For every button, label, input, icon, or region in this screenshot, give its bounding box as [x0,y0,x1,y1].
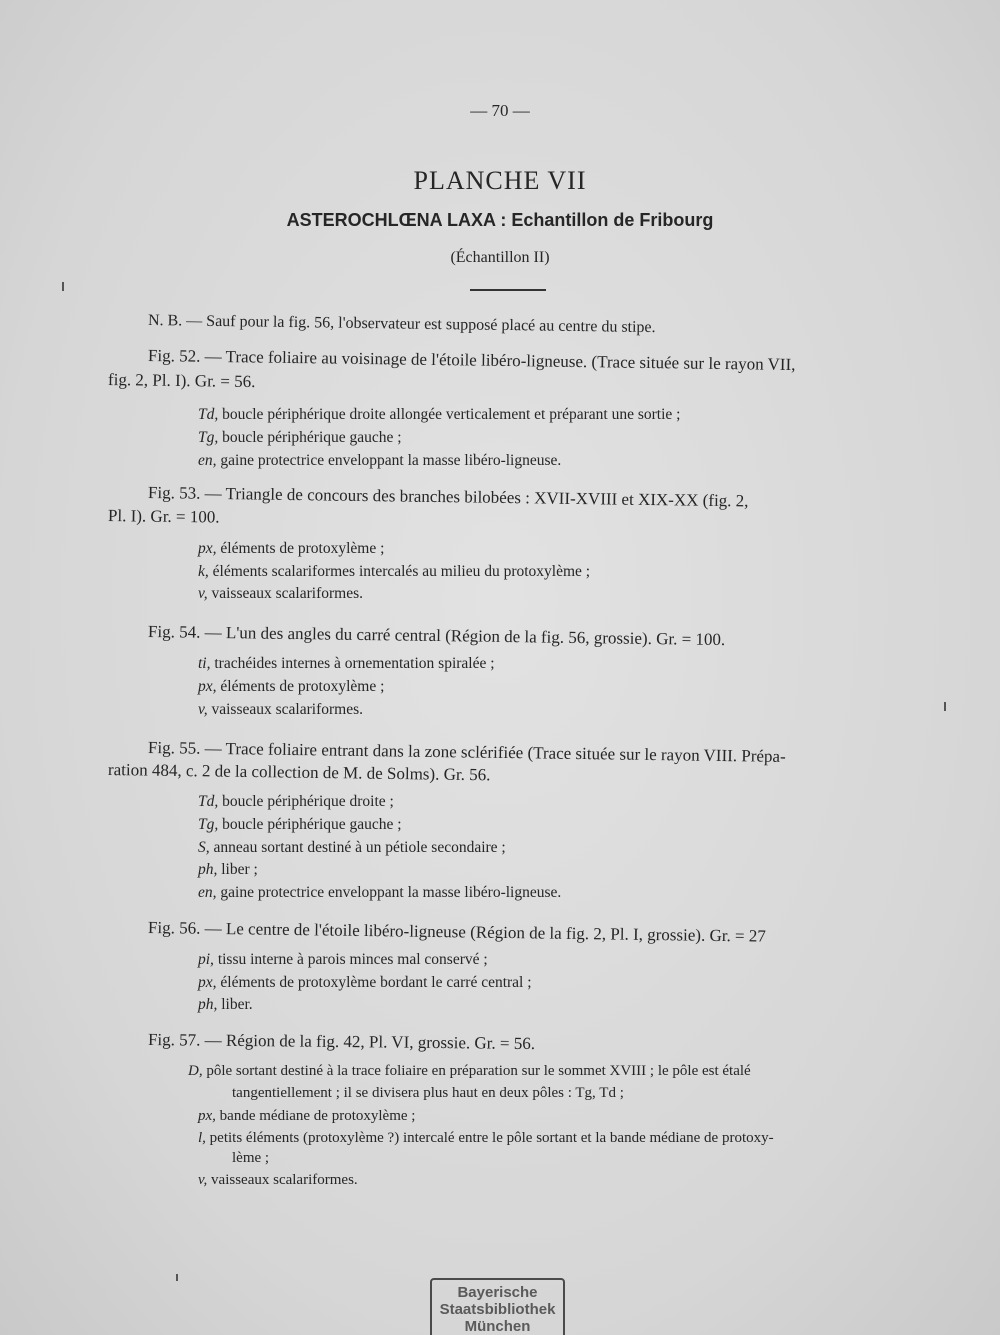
fig55-caption-line1: Fig. 55. — Trace foliaire entrant dans la zone sclérifiée (Trace située sur le rayon VIII. Prépa- [147,738,786,766]
fig57-legend-continuation: lème ; [232,1150,270,1166]
fig53-legend-item: px, éléments de protoxylème ; [198,540,385,557]
nota-bene: N. B. — Sauf pour la fig. 56, l'observateur est supposé placé au centre du stipe. [147,312,656,337]
fig52-legend-item: Td, boucle périphérique droite allongée verticalement et préparant une sortie ; [198,406,681,423]
fig55-legend-item: ph, liber ; [198,861,258,878]
fig52-legend-item: en, gaine protectrice enveloppant la masse libéro-ligneuse. [198,452,562,469]
page-number: — 70 — [470,101,530,120]
stamp-line: Bayerische [457,1284,538,1301]
fig52-caption-line1: Fig. 52. — Trace foliaire au voisinage de l'étoile libéro-ligneuse. (Trace située sur le rayon VII, [147,346,796,375]
fig52-legend-item: Tg, boucle périphérique gauche ; [198,429,402,446]
fig53-legend-item: k, éléments scalariformes intercalés au milieu du protoxylème ; [198,563,591,580]
fig53-caption-line1: Fig. 53. — Triangle de concours des branches bilobées : XVII-XVIII et XIX-XX (fig. 2, [147,483,749,511]
margin-mark [176,1274,178,1281]
fig57-legend-item: px, bande médiane de protoxylème ; [198,1108,416,1124]
fig55-legend-item: Td, boucle périphérique droite ; [198,793,394,810]
fig55-caption-line2: ration 484, c. 2 de la collection de M. de Solms). Gr. 56. [107,760,491,785]
fig57-legend-item: v, vaisseaux scalariformes. [198,1172,358,1188]
fig54-caption: Fig. 54. — L'un des angles du carré central (Région de la fig. 56, grossie). Gr. = 100. [147,622,726,650]
fig56-legend-item: px, éléments de protoxylème bordant le carré central ; [198,974,532,991]
fig54-legend-item: v, vaisseaux scalariformes. [198,701,363,718]
library-stamp [430,1278,565,1335]
plate-subtitle: ASTEROCHLŒNA LAXA : Echantillon de Fribourg [286,210,714,230]
fig55-legend-item: en, gaine protectrice enveloppant la masse libéro-ligneuse. [198,884,562,901]
fig53-legend-item: v, vaisseaux scalariformes. [198,585,363,602]
margin-mark [944,702,946,711]
fig57-legend-item: l, petits éléments (protoxylème ?) intercalé entre le pôle sortant et la bande médiane de protoxy- [198,1130,774,1146]
fig56-legend-item: pi, tissu interne à parois minces mal conservé ; [198,951,488,968]
fig54-legend-item: px, éléments de protoxylème ; [198,678,385,695]
specimen-label: (Échantillon II) [450,249,550,266]
fig56-legend-item: ph, liber. [198,996,253,1013]
fig57-legend-item: D, pôle sortant destiné à la trace foliaire en préparation sur le sommet XVIII ; le pôle est étalé [188,1063,751,1079]
stamp-line: München [464,1318,531,1335]
margin-mark [62,282,64,291]
fig57-caption: Fig. 57. — Région de la fig. 42, Pl. VI, grossie. Gr. = 56. [147,1030,536,1054]
fig54-legend-item: ti, trachéides internes à ornementation spiralée ; [198,655,495,672]
title-divider [470,289,546,291]
fig53-caption-line2: Pl. I). Gr. = 100. [107,506,220,527]
stamp-line: Staatsbibliothek [439,1301,556,1318]
fig55-legend-item: S, anneau sortant destiné à un pétiole secondaire ; [198,839,506,856]
fig56-caption: Fig. 56. — Le centre de l'étoile libéro-ligneuse (Région de la fig. 2, Pl. I, grossie). Gr. = 27 [147,918,766,946]
fig52-caption-line2: fig. 2, Pl. I). Gr. = 56. [107,370,256,392]
fig57-legend-continuation: tangentiellement ; il se divisera plus haut en deux pôles : Tg, Td ; [232,1085,624,1101]
fig55-legend-item: Tg, boucle périphérique gauche ; [198,816,402,833]
plate-title: PLANCHE VII [413,166,587,195]
